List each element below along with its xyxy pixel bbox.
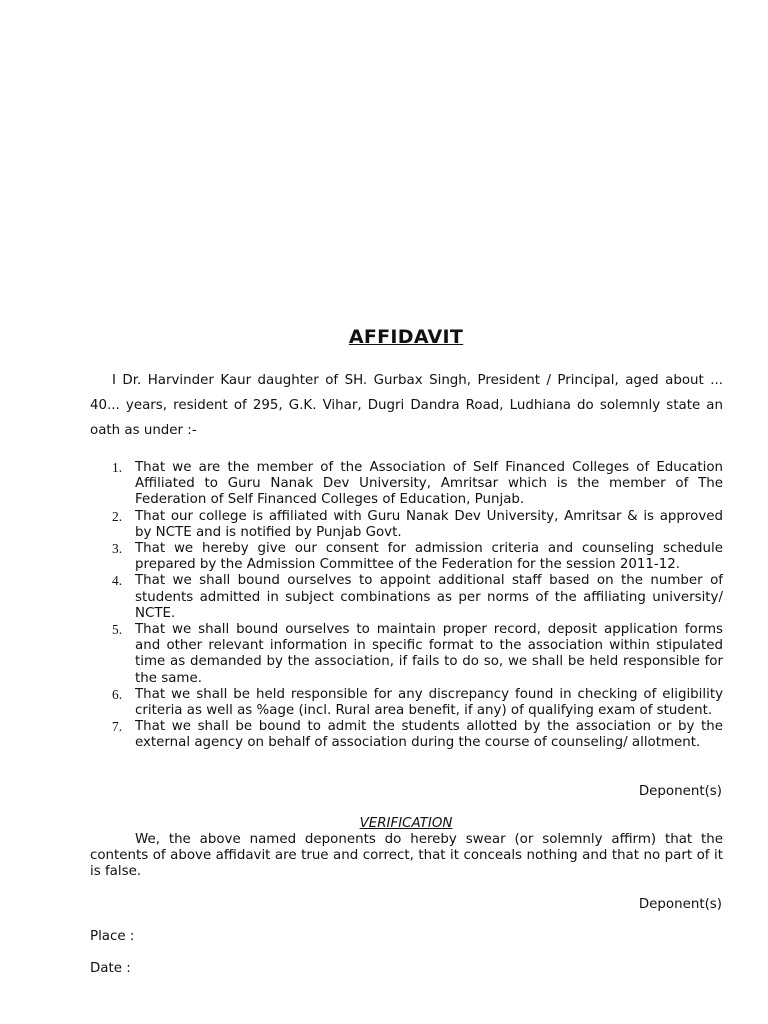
item-text: That we shall bound ourselves to maintain proper record, deposit application forms and other relevant information in specific format to the association within stipulated time as demanded by the association, if fails to do so, we shall be held responsible for the same. xyxy=(135,622,723,686)
item-number: 3. xyxy=(112,541,123,557)
list-item xyxy=(90,460,723,509)
verification-title-text: VERIFICATION xyxy=(359,816,453,831)
item-text: That we are the member of the Association of Self Financed Colleges of Education Affiliated to Guru Nanak Dev University, Amritsar which is the member of The Federation of Self Financed Colleges of Education, Punjab. xyxy=(135,460,723,508)
deponent-signature-1: Deponent(s) xyxy=(638,784,722,799)
item-number: 7. xyxy=(112,719,123,735)
list-item xyxy=(90,509,723,541)
intro-paragraph: I Dr. Harvinder Kaur daughter of SH. Gurbax Singh, President / Principal, aged about ... 40... years, resident of 295, G.K. Vihar, Dugri Dandra Road, Ludhiana do solemnly state an oath as under :- xyxy=(90,373,723,438)
item-text: That we shall be held responsible for any discrepancy found in checking of eligibility criteria as well as %age (incl. Rural area benefit, if any) of qualifying exam of student. xyxy=(135,686,723,719)
item-number: 1. xyxy=(112,460,123,475)
item-text: That our college is affiliated with Guru Nanak Dev University, Amritsar & is approved by NCTE and is notified by Punjab Govt. xyxy=(135,508,723,540)
item-text: That we shall bound ourselves to appoint additional staff based on the number of students admitted in subject combinations as per norms of the affiliating university/ NCTE. xyxy=(135,573,723,621)
date-label: Date : xyxy=(90,961,131,976)
item-number: 5. xyxy=(112,622,123,638)
item-text: That we hereby give our consent for admission criteria and counseling schedule prepared by the Admission Committee of the Federation for the session 2011-12. xyxy=(135,541,723,573)
item-number: 4. xyxy=(112,573,123,589)
item-number: 6. xyxy=(112,686,123,702)
item-number: 2. xyxy=(112,508,123,524)
deponent-signature-2: Deponent(s) xyxy=(638,897,722,912)
affidavit-items-list xyxy=(90,460,723,752)
title-text: AFFIDAVIT xyxy=(348,326,464,348)
list-item xyxy=(90,687,723,719)
item-text: That we shall be bound to admit the students allotted by the association or by the external agency on behalf of association during the course of counseling/ allotment. xyxy=(135,719,723,751)
list-item xyxy=(90,719,723,751)
place-label: Place : xyxy=(90,929,135,944)
verification-paragraph: We, the above named deponents do hereby swear (or solemnly affirm) that the contents of above affidavit are true and correct, that it conceals nothing and that no part of it is false. xyxy=(90,832,723,880)
list-item xyxy=(90,541,723,573)
document-title xyxy=(0,326,768,348)
list-item xyxy=(90,622,723,687)
list-item xyxy=(90,573,723,622)
verification-heading xyxy=(0,816,768,831)
